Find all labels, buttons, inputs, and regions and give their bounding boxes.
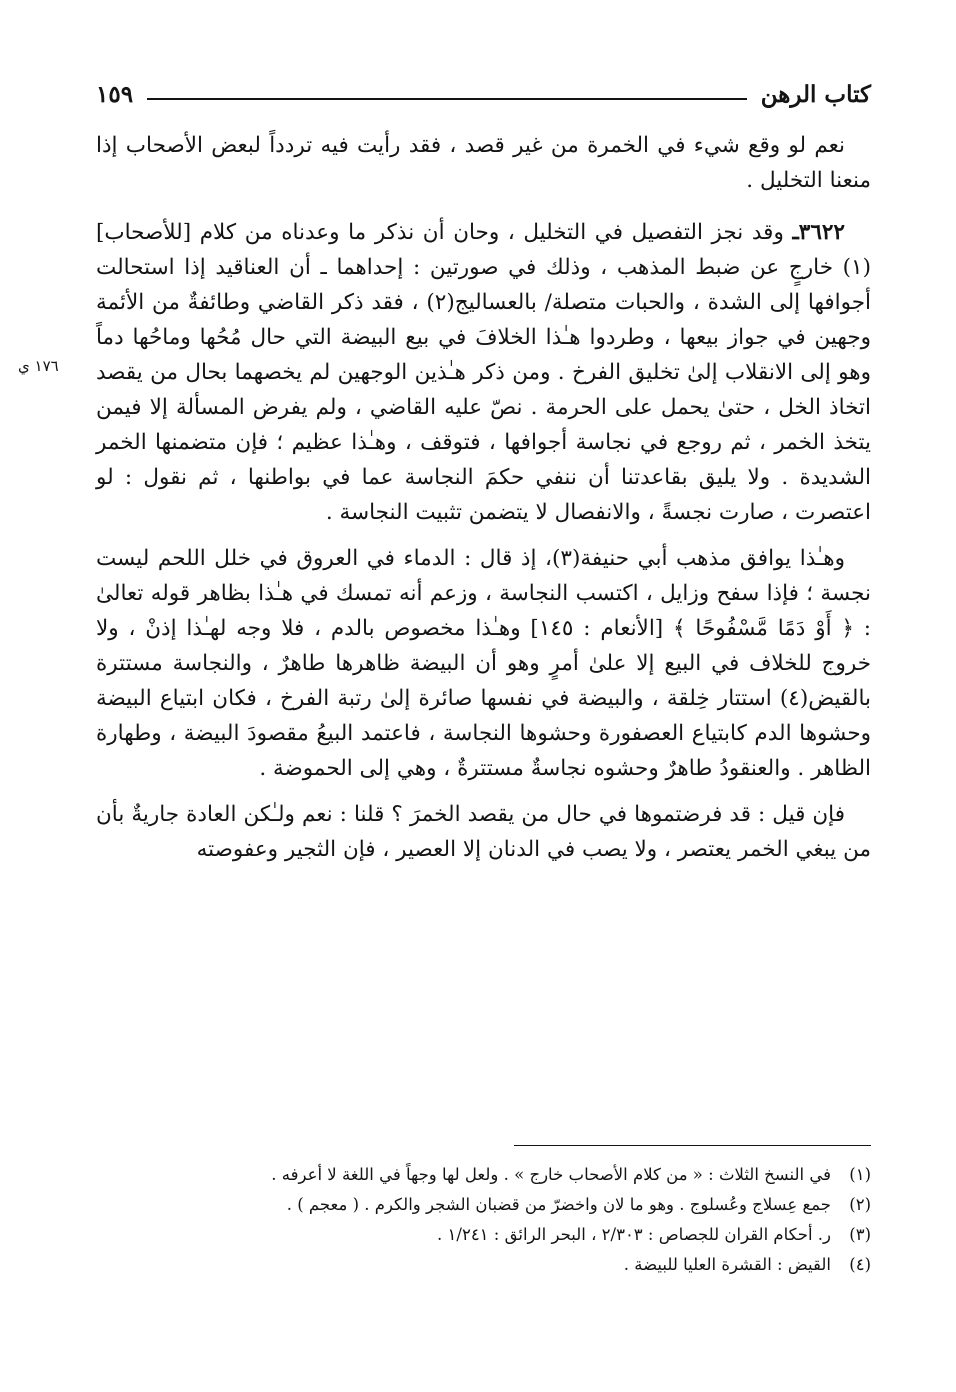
page-header <box>96 72 871 108</box>
footnote-number: (٢) <box>849 1195 871 1214</box>
paragraph-2 <box>96 215 871 530</box>
footnote-number: (١) <box>849 1165 871 1184</box>
margin-manuscript-ref: ١٧٦ ي <box>18 357 59 375</box>
header-rule <box>147 98 747 100</box>
footnote-4 <box>96 1250 871 1280</box>
main-text <box>96 128 871 867</box>
footnote-number: (٣) <box>849 1225 871 1244</box>
paragraph-4: فإن قيل : قد فرضتموها في حال من يقصد الخمرَ ؟ قلنا : نعم ولـٰكن العادة جاريةٌ بأن من يبغي الخمر يعتصر ، ولا يصب في الدنان إلا العصير ، فإن الثجير وعفوصته <box>96 802 871 862</box>
footnotes <box>96 1160 871 1280</box>
paragraph-2-text: وقد نجز التفصيل في التخليل ، وحان أن نذكر ما وعدناه من كلام [للأصحاب](١) خارجٍ عن ضبط المذهب ، وذلك في صورتين : إحداهما ـ أن العناقيد إذا استحالت أجوافها إلى الشدة ، والحبات متصلة/ بالعساليج(٢) ، فقد ذكر القاضي وطائفةٌ من الأئمة وجهين في جواز بيعها ، وطردوا هـٰذا الخلافَ في بيع البيضة التي حال مُحُها وماحُها دماً وهو إلى الانقلاب إلىٰ تخليق الفرخ . ومن ذكر هـٰذين الوجهين لم يخصهما بحال من يقصد اتخاذ الخل ، حتىٰ يحمل على الحرمة . نصّ عليه القاضي ، ولم يفرض المسألة إلا فيمن يتخذ الخمر ، ثم روجع في نجاسة أجوافها ، فتوقف ، وهـٰذا عظيم ؛ فإن متضمنها الخمر الشديدة . ولا يليق بقاعدتنا أن ننفي حكمَ النجاسة عما في بواطنها ، ثم نقول : لو اعتصرت ، صارت نجسةً ، والانفصال لا يتضمن تثبيت النجاسة . <box>96 220 871 525</box>
footnote-2 <box>96 1190 871 1220</box>
paragraph-number: ٣٦٢٢ـ <box>792 220 845 245</box>
footnote-text: في النسخ الثلاث : « من كلام الأصحاب خارج » . ولعل لها وجهاً في اللغة لا أعرفه . <box>271 1165 831 1184</box>
footnote-number: (٤) <box>849 1255 871 1274</box>
footnote-text: ر. أحكام القران للجصاص : ٢/٣٠٣ ، البحر الرائق : ١/٢٤١ . <box>437 1225 831 1244</box>
footnote-text: القيض : القشرة العليا للبيضة . <box>623 1255 831 1274</box>
footnote-text: جمع عِسلاج وعُسلوج . وهو ما لان واخضرّ من قضبان الشجر والكرم . ( معجم ) . <box>286 1195 831 1214</box>
footnote-divider <box>514 1145 871 1146</box>
book-title: كتاب الرهن <box>760 81 871 108</box>
paragraph-3: وهـٰذا يوافق مذهب أبي حنيفة(٣)، إذ قال : الدماء في العروق في خلل اللحم ليست نجسة ؛ فإذا سفح وزايل ، اكتسب النجاسة ، وزعم أنه تمسك في هـٰذا بظاهر قوله تعالىٰ : ﴿ أَوْ دَمًا مَّسْفُوحًا ﴾ [الأنعام : ١٤٥] وهـٰذا مخصوص بالدم ، فلا وجه لهـٰذا إذنْ ، ولا خروج للخلاف في البيع إلا علىٰ أمرٍ وهو أن البيضة ظاهرها طاهرٌ ، والنجاسة مستترة بالقيض(٤) استتار خِلقة ، والبيضة في نفسها صائرة إلىٰ رتبة الفرخ ، فكان ابتياع البيضة وحشوها الدم كابتياع العصفورة وحشوها النجاسة ، فاعتمد البيعُ مقصودَ البيضة ، وطهارة الظاهر . والعنقودُ طاهرٌ وحشوه نجاسةٌ مستترةٌ ، وهي إلى الحموضة . <box>96 546 872 781</box>
footnote-1 <box>96 1160 871 1190</box>
footnote-3 <box>96 1220 871 1250</box>
paragraph-1: نعم لو وقع شيء في الخمرة من غير قصد ، فقد رأيت فيه تردداً لبعض الأصحاب إذا منعنا التخليل . <box>96 133 871 193</box>
page-number: ١٥٩ <box>96 81 134 108</box>
